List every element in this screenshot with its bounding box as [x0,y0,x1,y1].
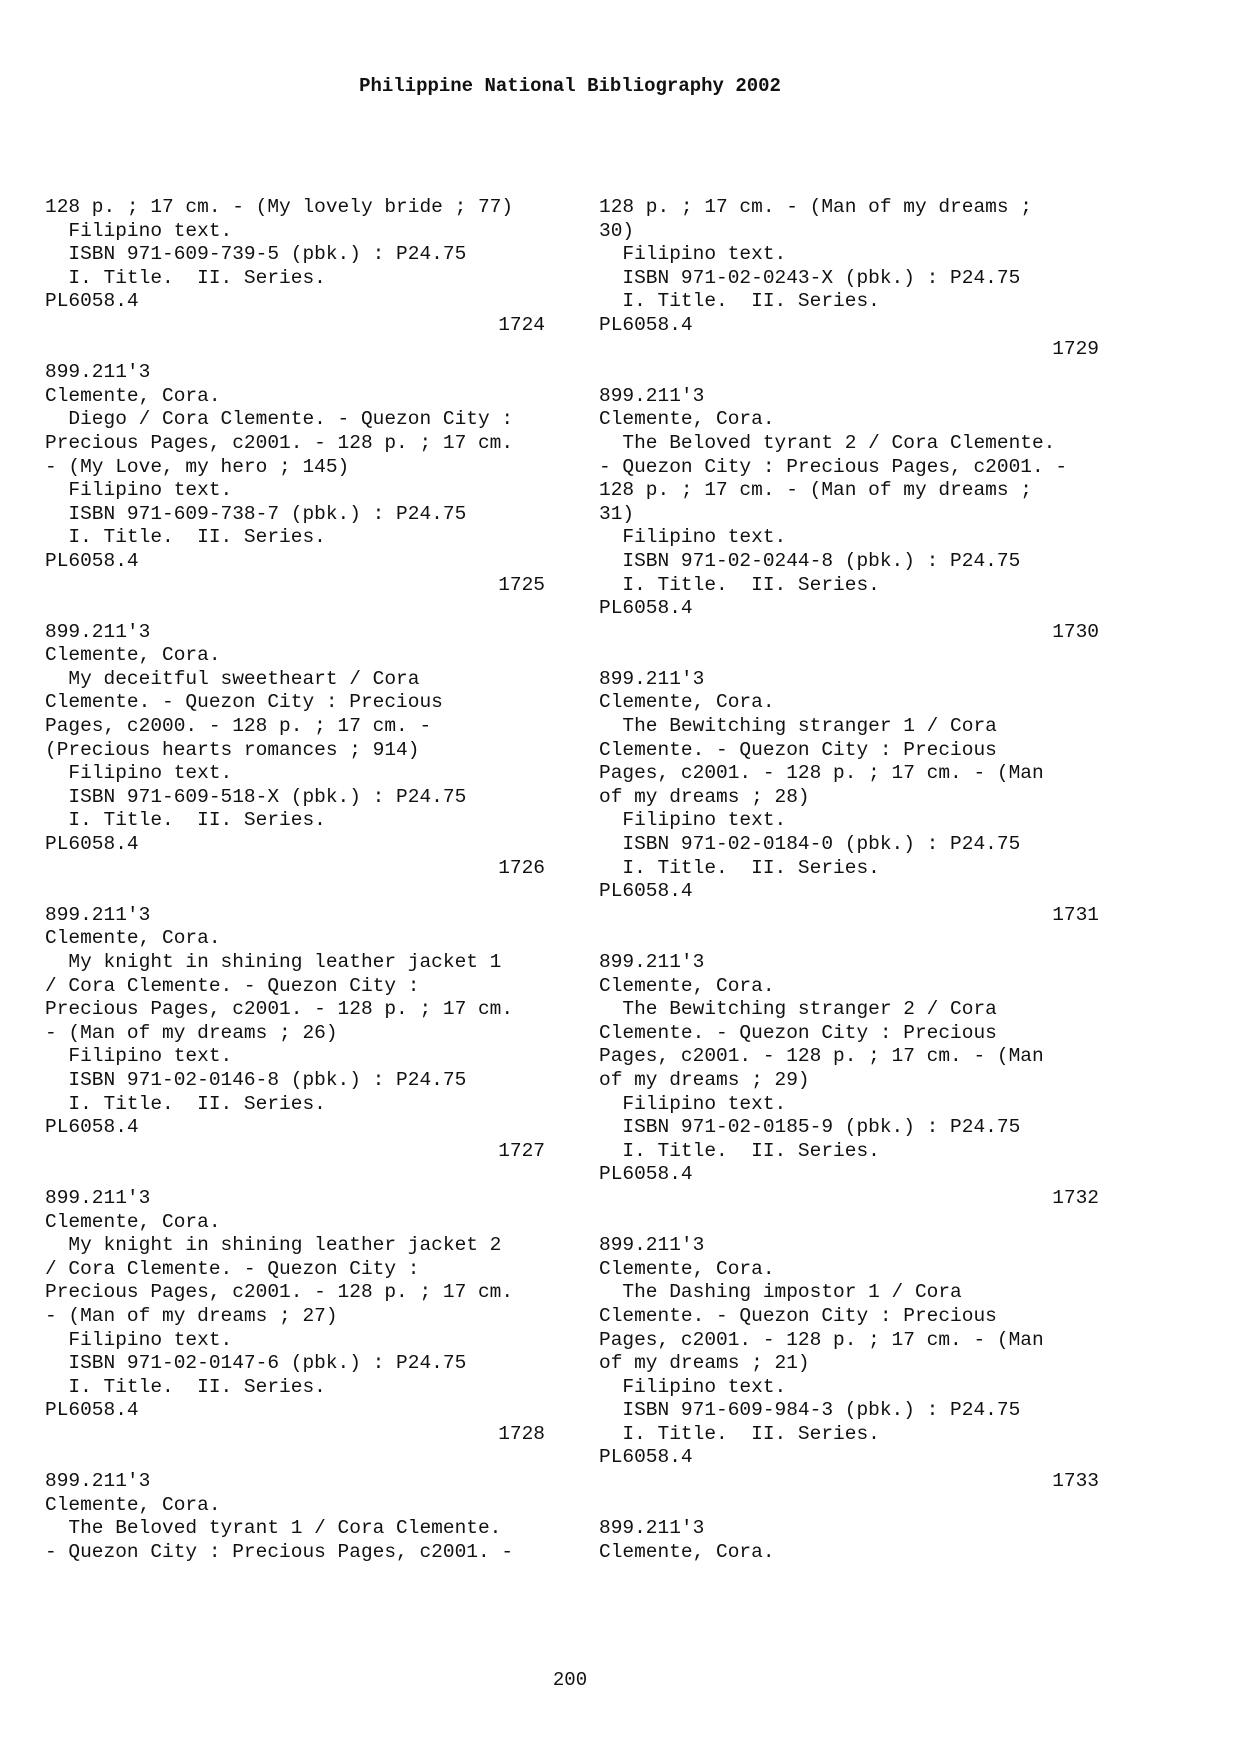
entry-number: 1733 [1052,1470,1099,1493]
entry-line: 899.211'3 [599,384,705,407]
entry-line: ISBN 971-02-0146-8 (pbk.) : P24.75 [45,1068,467,1091]
entry-line: The Bewitching stranger 1 / Cora [599,715,997,738]
entry-line: I. Title. II. Series. [599,856,880,879]
entry-line: My knight in shining leather jacket 2 [45,1234,502,1257]
entry-line: ISBN 971-02-0147-6 (pbk.) : P24.75 [45,1352,467,1375]
entry-line: Pages, c2001. - 128 p. ; 17 cm. - (Man [599,1328,1044,1351]
entry-line: - (Man of my dreams ; 27) [45,1304,338,1327]
entry-line: 899.211'3 [45,1186,151,1209]
entry-line: I. Title. II. Series. [45,809,326,832]
entry-line: Clemente, Cora. [45,927,221,950]
entry-line: My knight in shining leather jacket 1 [45,951,502,973]
entry-line: Filipino text. [45,1045,233,1068]
entry-line: Filipino text. [45,479,233,502]
entry-line: I. Title. II. Series. [599,290,880,313]
entry-line: PL6058.4 [45,1399,139,1422]
entry-number: 1729 [1052,337,1099,360]
entry-number: 1730 [1052,620,1099,643]
entry-line: 128 p. ; 17 cm. - (Man of my dreams ; [599,196,1032,218]
entry-line: PL6058.4 [45,549,139,572]
left-column [45,196,565,1564]
entry-line: ISBN 971-02-0244-8 (pbk.) : P24.75 [599,549,1021,572]
entry-line: of my dreams ; 28) [599,785,810,808]
entry-line: - (Man of my dreams ; 26) [45,1021,338,1044]
blank-line [599,361,1119,385]
entry-line: ISBN 971-609-739-5 (pbk.) : P24.75 [45,243,467,266]
entry-number: 1727 [498,1139,545,1162]
entry-line: The Bewitching stranger 2 / Cora [599,998,997,1021]
blank-line [45,1446,565,1470]
entry-line: Clemente, Cora. [45,384,221,407]
entry-line: Pages, c2000. - 128 p. ; 17 cm. - [45,715,432,738]
entry-number: 1726 [498,856,545,879]
entry-line: I. Title. II. Series. [599,573,880,596]
entry-line: Filipino text. [599,243,787,266]
entry-line: of my dreams ; 29) [599,1068,810,1091]
entry-line: Filipino text. [599,809,787,832]
entry-line: My deceitful sweetheart / Cora [45,667,420,690]
entry-line: I. Title. II. Series. [599,1422,880,1445]
entry-line: 30) [599,219,635,242]
entry-line: ISBN 971-609-518-X (pbk.) : P24.75 [45,785,467,808]
entry-line: PL6058.4 [599,313,693,336]
entry-line: 899.211'3 [599,1517,705,1540]
entry-line: I. Title. II. Series. [45,266,326,289]
entry-line: Clemente, Cora. [599,974,775,997]
entry-line: Filipino text. [599,526,787,549]
entry-line: The Beloved tyrant 2 / Cora Clemente. [599,431,1056,454]
entry-line: 899.211'3 [599,667,705,690]
entry-number: 1728 [498,1422,545,1445]
entry-line: Clemente, Cora. [599,1540,775,1563]
entry-line: PL6058.4 [599,1163,693,1186]
page-number: 200 [552,1669,588,1691]
blank-line [45,1163,565,1187]
entry-number: 1731 [1052,903,1099,926]
entry-line: Clemente, Cora. [599,1257,775,1280]
entry-line: PL6058.4 [599,597,693,620]
entry-line: I. Title. II. Series. [45,526,326,549]
entry-line: / Cora Clemente. - Quezon City : [45,1257,420,1280]
entry-line: Clemente. - Quezon City : Precious [599,738,997,761]
right-column [599,196,1119,1564]
entry-line: ISBN 971-02-0184-0 (pbk.) : P24.75 [599,833,1021,856]
entry-line: 899.211'3 [45,903,151,926]
entry-line: Pages, c2001. - 128 p. ; 17 cm. - (Man [599,762,1044,785]
entry-line: Filipino text. [599,1375,787,1398]
entry-line: Clemente. - Quezon City : Precious [45,691,443,714]
entry-number: 1732 [1052,1186,1099,1209]
blank-line [45,597,565,621]
entry-line: 31) [599,502,635,525]
blank-line [599,1494,1119,1518]
entry-line: PL6058.4 [45,290,139,313]
entry-line: PL6058.4 [599,1446,693,1469]
entry-line: I. Title. II. Series. [599,1139,880,1162]
entry-line: Precious Pages, c2001. - 128 p. ; 17 cm. [45,998,514,1021]
page-title: Philippine National Bibliography 2002 [359,75,781,97]
blank-line [45,880,565,904]
entry-line: - Quezon City : Precious Pages, c2001. - [45,1540,514,1563]
entry-line: Filipino text. [45,219,233,242]
entry-line: / Cora Clemente. - Quezon City : [45,974,420,997]
entry-line: ISBN 971-02-0243-X (pbk.) : P24.75 [599,266,1021,289]
entry-line: 899.211'3 [599,1234,705,1257]
entry-line: Filipino text. [599,1092,787,1115]
entry-line: 128 p. ; 17 cm. - (Man of my dreams ; [599,479,1032,502]
blank-line [599,644,1119,668]
entry-line: 128 p. ; 17 cm. - (My lovely bride ; 77) [45,196,514,218]
entry-line: - Quezon City : Precious Pages, c2001. - [599,455,1068,478]
blank-line [45,338,565,362]
entry-line: Filipino text. [45,1328,233,1351]
entry-line: Clemente, Cora. [599,408,775,431]
entry-line: 899.211'3 [45,361,151,384]
blank-line [599,1211,1119,1235]
entry-line: The Beloved tyrant 1 / Cora Clemente. [45,1517,502,1540]
entry-line: - (My Love, my hero ; 145) [45,455,350,478]
entry-line: 899.211'3 [45,1470,151,1493]
entry-line: Clemente. - Quezon City : Precious [599,1021,997,1044]
entry-line: Precious Pages, c2001. - 128 p. ; 17 cm. [45,431,514,454]
entry-line: ISBN 971-609-738-7 (pbk.) : P24.75 [45,502,467,525]
entry-line: ISBN 971-02-0185-9 (pbk.) : P24.75 [599,1116,1021,1139]
entry-number: 1724 [498,313,545,336]
entry-line: 899.211'3 [45,620,151,643]
entry-line: PL6058.4 [599,880,693,903]
entry-line: Pages, c2001. - 128 p. ; 17 cm. - (Man [599,1045,1044,1068]
entry-line: Clemente, Cora. [45,644,221,667]
entry-line: (Precious hearts romances ; 914) [45,738,420,761]
entry-line: PL6058.4 [45,833,139,856]
entry-line: Clemente, Cora. [45,1210,221,1233]
entry-line: PL6058.4 [45,1116,139,1139]
entry-line: I. Title. II. Series. [45,1092,326,1115]
entry-line: of my dreams ; 21) [599,1352,810,1375]
entry-line: Clemente. - Quezon City : Precious [599,1304,997,1327]
entry-line: Clemente, Cora. [45,1493,221,1516]
blank-line [599,927,1119,951]
entry-line: Filipino text. [45,762,233,785]
entry-line: Clemente, Cora. [599,691,775,714]
entry-number: 1725 [498,573,545,596]
entry-line: Precious Pages, c2001. - 128 p. ; 17 cm. [45,1281,514,1304]
entry-line: 899.211'3 [599,951,705,973]
entry-line: ISBN 971-609-984-3 (pbk.) : P24.75 [599,1399,1021,1422]
entry-line: The Dashing impostor 1 / Cora [599,1281,962,1304]
entry-line: Diego / Cora Clemente. - Quezon City : [45,408,514,431]
entry-line: I. Title. II. Series. [45,1375,326,1398]
